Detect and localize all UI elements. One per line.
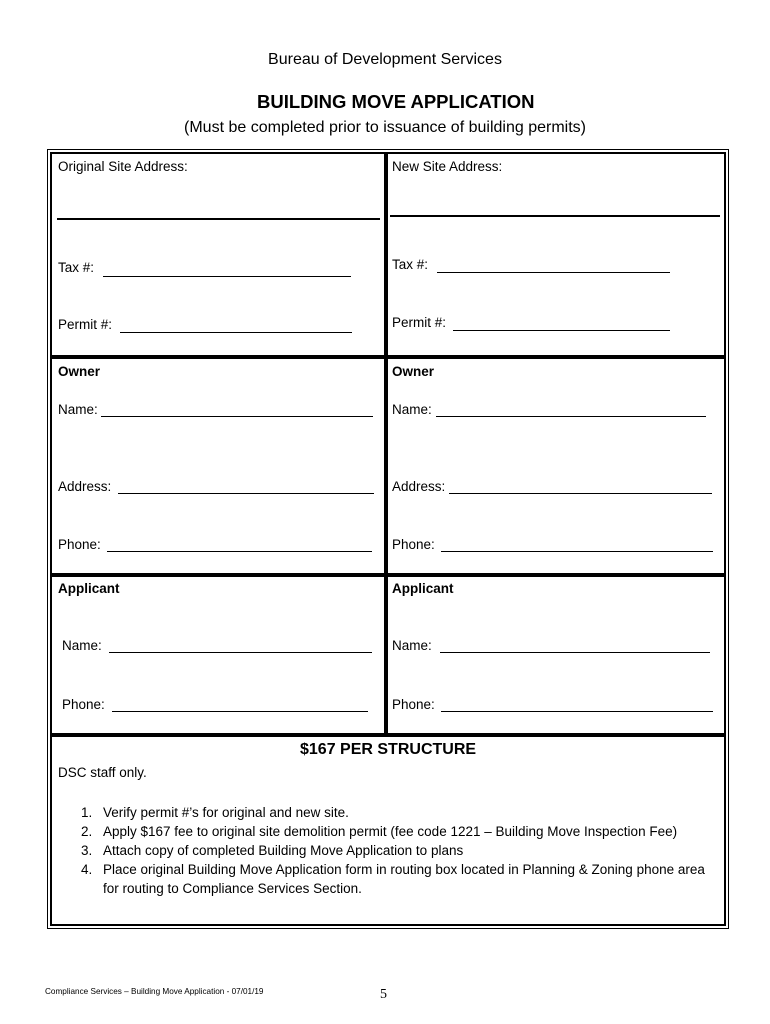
list-item [81,841,717,860]
bureau-name: Bureau of Development Services [268,51,502,68]
list-item [81,860,717,898]
owner-right-name-label: Name: [392,402,432,417]
applicant-right-phone-field[interactable] [441,697,713,712]
owner-left-address-field[interactable] [118,479,374,494]
applicant-left-name-label: Name: [62,638,102,653]
applicant-left-name-field[interactable] [109,638,372,653]
owner-left-name-field[interactable] [101,402,373,417]
new-site-address-label: New Site Address: [392,159,503,174]
step-text: Verify permit #’s for original and new site. [103,805,349,820]
owner-left-phone-label: Phone: [58,537,101,552]
original-site-address-field[interactable] [57,204,380,220]
applicant-right-heading: Applicant [392,581,454,596]
owner-left-address-label: Address: [58,479,112,494]
owner-left-heading: Owner [58,364,101,379]
original-permit-label: Permit #: [58,317,113,332]
owner-right-name-field[interactable] [436,402,706,417]
applicant-right-phone-label: Phone: [392,697,435,712]
applicant-left-phone-label: Phone: [62,697,105,712]
original-site-address-label: Original Site Address: [58,159,188,174]
list-item [81,822,717,841]
owner-left-name-label: Name: [58,402,98,417]
new-tax-label: Tax #: [392,257,429,272]
owner-right-phone-field[interactable] [441,537,713,552]
applicant-left-heading: Applicant [58,581,120,596]
step-number: 3. [81,843,93,858]
new-site-address-field[interactable] [390,201,720,217]
original-tax-label: Tax #: [58,260,95,275]
page-title: BUILDING MOVE APPLICATION [257,91,535,112]
owner-right-address-label: Address: [392,479,446,494]
step-text: Place original Building Move Application form in routing box located in Planning & Zoning phone area for routing to Compliance Services Section. [103,862,705,896]
page-number: 5 [380,987,387,1002]
new-permit-field[interactable] [453,316,670,331]
staff-note: DSC staff only. [58,765,147,780]
step-text: Attach copy of completed Building Move Application to plans [103,843,464,858]
owner-right-address-field[interactable] [449,479,712,494]
applicant-left-phone-field[interactable] [112,697,368,712]
fee-heading: $167 PER STRUCTURE [300,741,477,758]
step-number: 1. [81,805,93,820]
applicant-right-name-label: Name: [392,638,432,653]
instruction-list [81,803,717,898]
step-text: Apply $167 fee to original site demolition permit (fee code 1221 – Building Move Inspection Fee) [103,824,678,839]
step-number: 2. [81,824,93,839]
list-item [81,803,717,822]
owner-left-phone-field[interactable] [107,537,372,552]
footer-document-reference: Compliance Services – Building Move Application - 07/01/19 [45,987,264,996]
page-subtitle: (Must be completed prior to issuance of building permits) [184,119,586,136]
applicant-right-name-field[interactable] [440,638,710,653]
owner-right-phone-label: Phone: [392,537,435,552]
new-tax-field[interactable] [437,258,670,273]
new-permit-label: Permit #: [392,315,447,330]
owner-right-heading: Owner [392,364,435,379]
original-tax-field[interactable] [103,262,351,277]
original-permit-field[interactable] [120,318,352,333]
step-number: 4. [81,862,93,877]
